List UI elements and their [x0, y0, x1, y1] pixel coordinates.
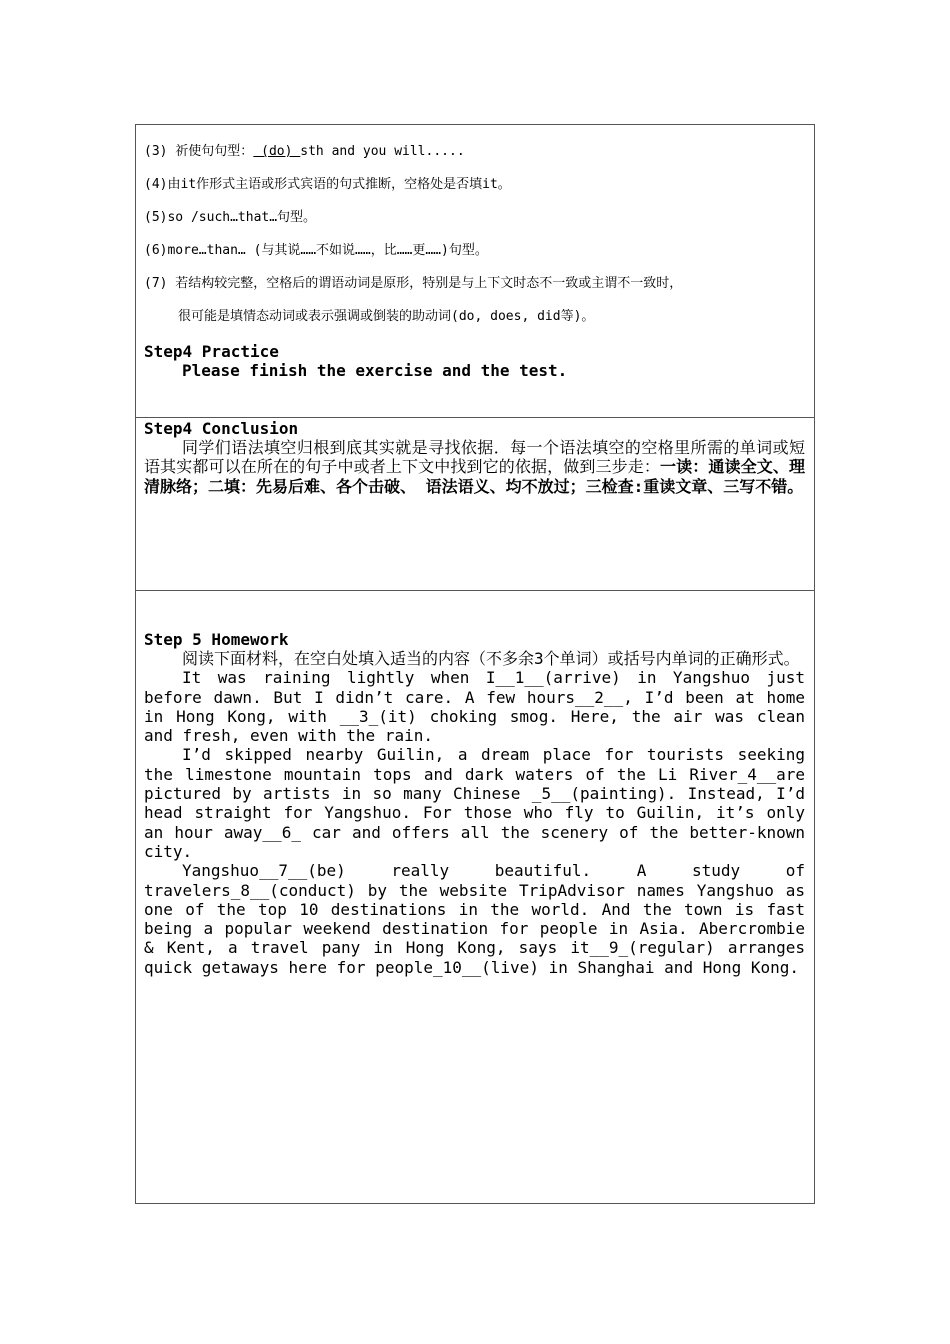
- tip-7-continued: 很可能是填情态动词或表示强调或倒装的助动词(do, does, did等)。: [178, 309, 595, 324]
- homework-instruction: 阅读下面材料，在空白处填入适当的内容（不多余3个单词）或括号内单词的正确形式。: [182, 649, 800, 668]
- passage-paragraph-2: I’d skipped nearby Guilin, a dream place for tourists seeking the limestone mountain tops and dark waters of the Li River_4__are pictured by artists in so many Chinese _5__(painting). Instead, I’d head straight for Yangshuo. For those who fly to Guilin, it’s only an hour away__6_ car and offers all the scenery of the better-known city.: [144, 745, 805, 861]
- tip-4: (4)由it作形式主语或形式宾语的句式推断，空格处是否填it。: [144, 177, 511, 192]
- tip-6: (6)more…than… (与其说……不如说……，比……更……)句型。: [144, 243, 488, 258]
- practice-heading: Step4 Practice: [144, 342, 279, 361]
- tip-3-prefix: (3) 祈使句句型：: [144, 144, 254, 159]
- tip-3-suffix: sth and you will.....: [300, 144, 465, 159]
- conclusion-text-bold: 一读：通读全文、理清脉络；二填：先易后难、各个击破、 语法语义、均不放过；三检查:重读文章、三写不错。: [144, 457, 805, 496]
- grammar-tips-cell: [135, 124, 815, 418]
- conclusion-heading: Step4 Conclusion: [144, 419, 299, 438]
- tip-3: [144, 143, 805, 160]
- passage-paragraph-1: It was raining lightly when I__1__(arrive) in Yangshuo just before dawn. But I didn’t care. A few hours__2__, I’d been at home in Hong Kong, with __3_(it) choking smog. Here, the air was clean and fresh, even with the rain.: [144, 668, 805, 746]
- practice-text: Please finish the exercise and the test.: [182, 361, 568, 380]
- conclusion-text: [144, 438, 805, 496]
- homework-cell: [135, 590, 815, 1204]
- tip-3-blank: (do): [253, 144, 301, 159]
- tip-5: (5)so /such…that…句型。: [144, 210, 317, 225]
- conclusion-text-plain: 同学们语法填空归根到底其实就是寻找依据．每一个语法填空的空格里所需的单词或短语其实都可以在所在的句子中或者上下文中找到它的依据，做到三步走：: [144, 438, 805, 477]
- conclusion-cell: [135, 417, 815, 591]
- homework-heading: Step 5 Homework: [144, 630, 289, 649]
- passage-paragraph-3: Yangshuo__7__(be) really beautiful. A study of travelers_8__(conduct) by the website TripAdvisor names Yangshuo as one of the top 10 destinations in the world. And the town is fast being a popular weekend destination for people in Asia. Abercrombie & Kent, a travel pany in Hong Kong, says it__9_(regular) arranges quick getaways here for people_10__(live) in Shanghai and Hong Kong.: [144, 861, 805, 977]
- tip-7: (7) 若结构较完整，空格后的谓语动词是原形，特别是与上下文时态不一致或主谓不一致时，: [144, 276, 683, 291]
